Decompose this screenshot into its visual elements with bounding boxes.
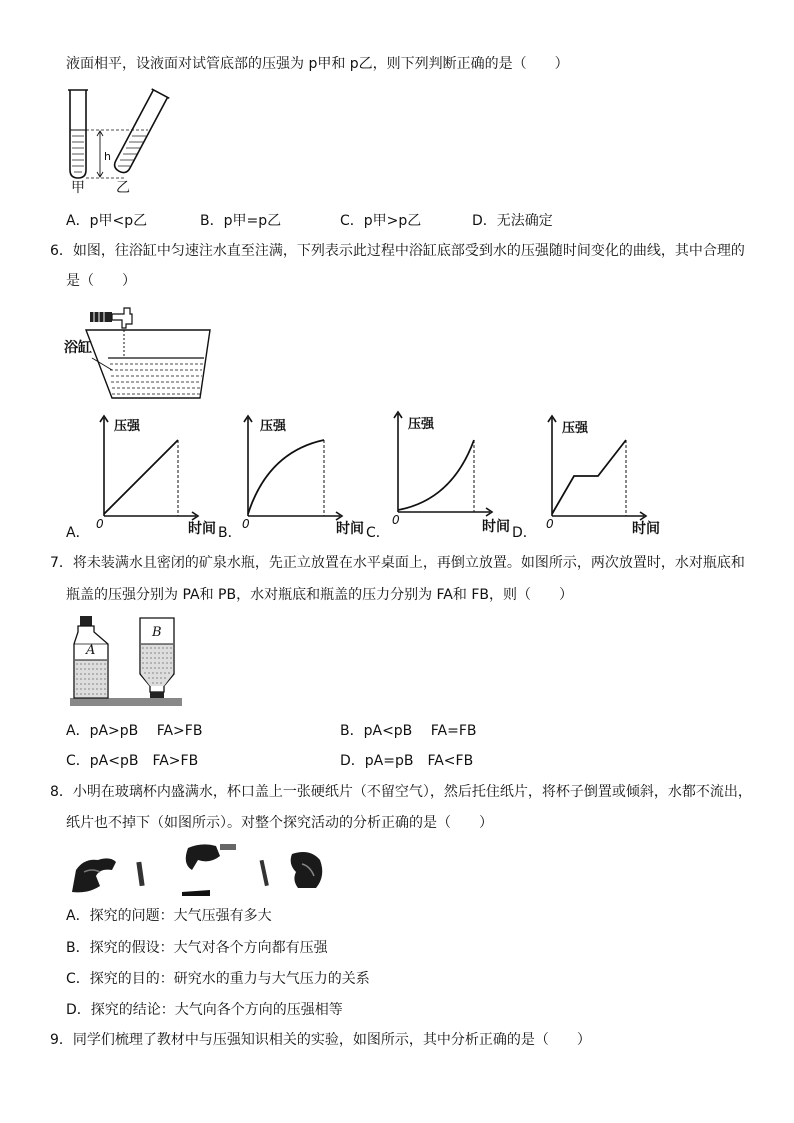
q7-stem-line1: 7．将未装满水且密闭的矿泉水瓶，先正立放置在水平桌面上，再倒立放置。如图所示，两次放置时，水对瓶底和 — [50, 555, 745, 571]
q5-option-b[interactable]: B．p甲=p乙 — [200, 213, 282, 229]
q6-option-d[interactable]: D． — [512, 525, 537, 541]
q8-option-a[interactable]: A．探究的问题：大气压强有多大 — [66, 908, 272, 924]
q6-option-b[interactable]: B． — [218, 525, 242, 541]
q8-option-d[interactable]: D．探究的结论：大气向各个方向的压强相等 — [66, 1002, 343, 1018]
q5-h-label: h — [104, 150, 111, 163]
q7-stem-line2: 瓶盖的压强分别为 PA和 PB，水对瓶底和瓶盖的压力分别为 FA和 FB，则（ ） — [66, 587, 573, 603]
q6-graph-b-origin: 0 — [242, 517, 250, 531]
q6-graph-c-xlabel: 时间 — [482, 519, 510, 535]
q6-graph-b — [230, 410, 350, 531]
q6-graph-c-origin: 0 — [392, 513, 400, 527]
q6-graph-b-ylabel: 压强 — [260, 419, 287, 434]
q8-stem-line2: 纸片也不掉下（如图所示）。对整个探究活动的分析正确的是（ ） — [66, 815, 493, 831]
q7-option-a[interactable]: A．pA>pB FA>FB — [66, 723, 203, 739]
q6-graph-a-ylabel: 压强 — [114, 419, 141, 434]
q7-option-d[interactable]: D．pA=pB FA<FB — [340, 753, 474, 769]
q5-option-a[interactable]: A．p甲<p乙 — [66, 213, 148, 229]
q5-stem: 液面相平，设液面对试管底部的压强为 p甲和 p乙，则下列判断正确的是（ ） — [66, 56, 569, 72]
q6-graph-b-xlabel: 时间 — [336, 521, 364, 537]
q6-graph-d-ylabel: 压强 — [562, 421, 589, 436]
q6-graph-a — [86, 410, 206, 531]
q8-option-c[interactable]: C．探究的目的：研究水的重力与大气压力的关系 — [66, 971, 370, 987]
q6-graph-c-ylabel: 压强 — [408, 417, 435, 432]
q7-option-b[interactable]: B．pA<pB FA=FB — [340, 723, 477, 739]
q7-label-a: A — [86, 643, 96, 658]
q6-bathtub-label: 浴缸 — [64, 340, 92, 356]
q9-stem: 9．同学们梳理了教材中与压强知识相关的实验，如图所示，其中分析正确的是（ ） — [50, 1032, 591, 1048]
q7-label-b: B — [152, 625, 162, 640]
q7-bottle-figure — [70, 614, 182, 706]
q6-graph-a-xlabel: 时间 — [188, 521, 216, 537]
q5-label-yi: 乙 — [116, 180, 130, 196]
q6-graph-d-origin: 0 — [546, 517, 554, 531]
q6-option-a[interactable]: A． — [66, 525, 90, 541]
q8-experiment-photos — [70, 842, 326, 900]
q8-stem-line1: 8．小明在玻璃杯内盛满水，杯口盖上一张硬纸片（不留空气），然后托住纸片，将杯子倒置或倾斜，水都不流出， — [50, 784, 752, 800]
q6-option-c[interactable]: C． — [366, 525, 390, 541]
q5-option-d[interactable]: D．无法确定 — [472, 213, 553, 229]
q6-stem-line1: 6．如图，往浴缸中匀速注水直至注满，下列表示此过程中浴缸底部受到水的压强随时间变化的曲线，其中合理的 — [50, 243, 745, 259]
q7-option-c[interactable]: C．pA<pB FA>FB — [66, 753, 199, 769]
q5-label-jia: 甲 — [71, 180, 85, 196]
q8-option-b[interactable]: B．探究的假设：大气对各个方向都有压强 — [66, 940, 328, 956]
q6-graph-c — [382, 406, 502, 527]
q6-graph-a-origin: 0 — [96, 517, 104, 531]
q5-option-c[interactable]: C．p甲>p乙 — [340, 213, 422, 229]
q6-graph-d-xlabel: 时间 — [632, 521, 660, 537]
q6-stem-line2: 是（ ） — [66, 273, 136, 289]
